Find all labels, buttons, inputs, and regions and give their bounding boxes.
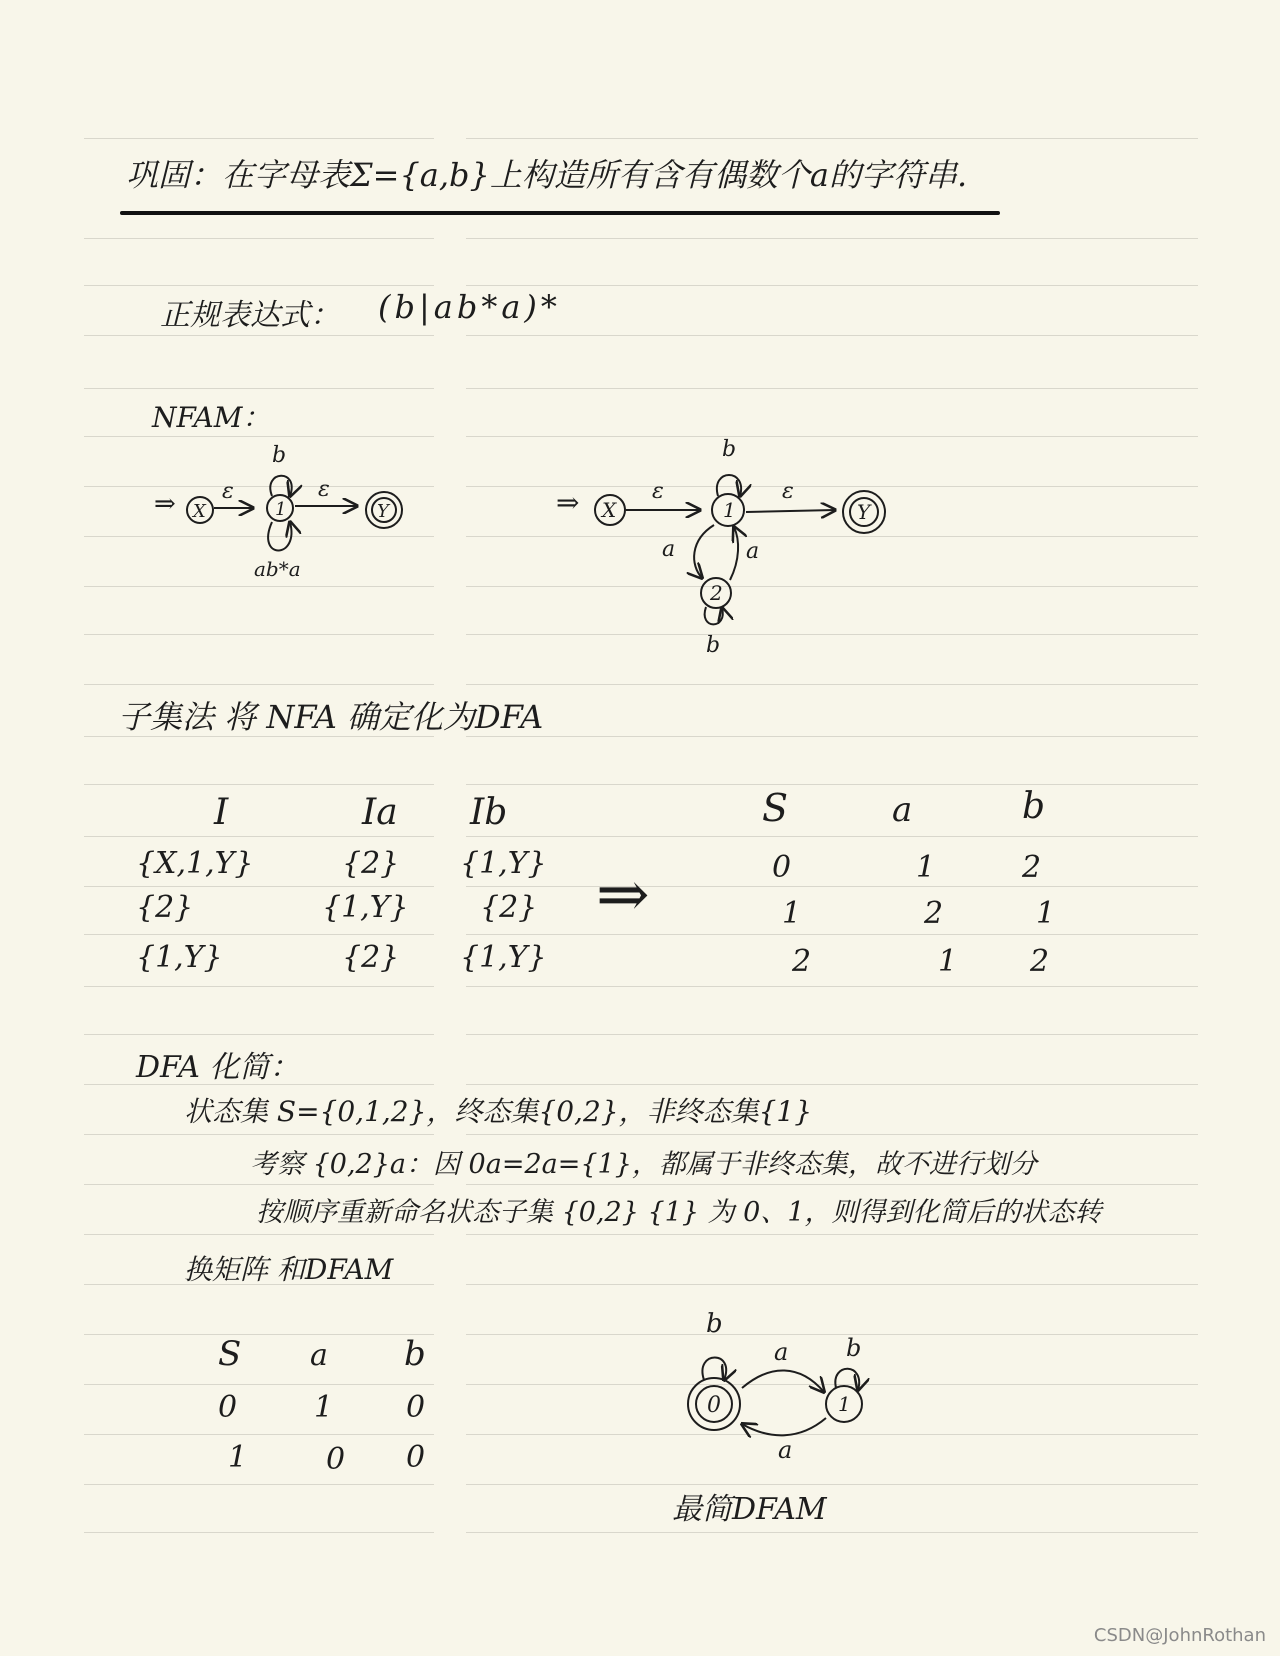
- min-cell: 0: [326, 1442, 346, 1477]
- min-cell: 0: [406, 1390, 426, 1425]
- min-edge-bottom-label: a: [778, 1436, 793, 1460]
- ruled-line: [466, 285, 1198, 286]
- minimize-line-4: 换矩阵 和DFAM: [184, 1253, 394, 1286]
- ruled-line: [84, 886, 434, 887]
- nfa-small-start-arrow: ⇒: [154, 489, 176, 519]
- nfa-small-top-loop: [270, 476, 291, 496]
- minimize-line-3: 按顺序重新命名状态子集 {0,2} {1} 为 0、1，则得到化简后的状态转: [256, 1197, 1102, 1228]
- dfa-cell: 2: [792, 944, 812, 979]
- ruled-line: [84, 684, 434, 685]
- nfa-big-state-2-label: 2: [710, 581, 723, 605]
- ruled-line: [84, 335, 434, 336]
- subset-cell: {1,Y}: [322, 890, 409, 925]
- min-state-0-label: 0: [707, 1393, 721, 1418]
- dfa-cell: 1: [782, 896, 802, 931]
- ruled-line: [466, 1234, 1198, 1235]
- nfa-big-diagram: [550, 430, 910, 660]
- subset-cell: {2}: [480, 890, 538, 925]
- nfa-small-state-y-label: Y: [377, 501, 389, 522]
- watermark: CSDN@JohnRothan: [1093, 1625, 1266, 1646]
- ruled-line: [84, 1234, 434, 1235]
- dfa-cell: 2: [1030, 944, 1050, 979]
- ruled-line: [466, 238, 1198, 239]
- ruled-line: [466, 684, 1198, 685]
- ruled-line: [466, 986, 1198, 987]
- ruled-line: [84, 784, 434, 785]
- subset-cell: {2}: [136, 890, 194, 925]
- min-loop-1-label: b: [846, 1334, 862, 1362]
- ruled-line: [466, 1532, 1198, 1533]
- min-header-a: a: [310, 1338, 328, 1373]
- ruled-line: [84, 285, 434, 286]
- ruled-line: [84, 388, 434, 389]
- ruled-line: [466, 836, 1198, 837]
- ruled-line: [84, 1184, 434, 1185]
- subset-heading: 子集法 将 NFA 确定化为DFA: [118, 698, 544, 736]
- ruled-line: [84, 1034, 434, 1035]
- ruled-line: [466, 1284, 1198, 1285]
- dfa-cell: 2: [1022, 850, 1042, 885]
- nfa-small-diagram: [150, 440, 420, 600]
- nfa-big-a-down-label: a: [662, 537, 676, 562]
- min-state-1-label: 1: [838, 1392, 851, 1416]
- min-edge-1-to-0: [742, 1418, 826, 1435]
- ruled-line: [84, 1384, 434, 1385]
- ruled-line: [84, 1532, 434, 1533]
- ruled-line: [466, 388, 1198, 389]
- nfa-small-bottom-loop: [268, 522, 291, 551]
- nfa-big-eps1-label: ε: [652, 479, 664, 504]
- subset-header-ia: Ia: [362, 792, 398, 833]
- ruled-line: [84, 1134, 434, 1135]
- ruled-line: [466, 335, 1198, 336]
- nfa-big-a-up-edge: [730, 527, 738, 580]
- implies-arrow: ⇒: [596, 858, 650, 932]
- ruled-line: [84, 1434, 434, 1435]
- dfa-cell: 1: [938, 944, 958, 979]
- ruled-line: [466, 736, 1198, 737]
- min-cell: 0: [218, 1390, 238, 1425]
- nfa-big-a-down-edge: [694, 525, 714, 578]
- ruled-line: [466, 934, 1198, 935]
- min-edge-0-to-1: [742, 1370, 824, 1392]
- dfa-cell: 2: [924, 896, 944, 931]
- nfa-small-eps2-label: ε: [318, 477, 330, 502]
- ruled-line: [84, 1484, 434, 1485]
- subset-cell: {2}: [342, 846, 400, 881]
- min-dfa-caption: 最简DFAM: [672, 1492, 827, 1527]
- ruled-line: [84, 986, 434, 987]
- nfa-small-state-1-label: 1: [275, 499, 287, 520]
- nfa-big-eps2-edge: [746, 510, 835, 512]
- dfa-header-b: b: [1022, 786, 1046, 827]
- subset-cell: {1,Y}: [460, 846, 547, 881]
- ruled-line: [466, 1084, 1198, 1085]
- min-loop-0: [702, 1358, 726, 1381]
- regex-label: 正规表达式：: [160, 298, 340, 333]
- dfa-cell: 1: [1036, 896, 1056, 931]
- regex-expression: (b|ab*a)*: [378, 288, 561, 326]
- minimize-heading: DFA 化简：: [136, 1050, 300, 1085]
- ruled-line: [466, 1184, 1198, 1185]
- ruled-line: [84, 138, 434, 139]
- nfa-big-top-loop-label: b: [722, 437, 737, 462]
- subset-cell: {2}: [342, 940, 400, 975]
- ruled-line: [466, 1034, 1198, 1035]
- title-underline: [120, 211, 1000, 215]
- min-header-b: b: [404, 1334, 426, 1374]
- nfa-big-state-1-label: 1: [723, 498, 736, 522]
- ruled-line: [466, 138, 1198, 139]
- nfa-big-state-x-label: X: [602, 498, 617, 522]
- subset-header-ib: Ib: [470, 792, 508, 833]
- nfa-small-top-loop-label: b: [272, 443, 287, 468]
- min-edge-top-label: a: [774, 1338, 789, 1366]
- min-cell: 0: [406, 1440, 426, 1475]
- min-cell: 1: [228, 1440, 248, 1475]
- nfa-small-state-x-label: X: [193, 501, 206, 522]
- subset-cell: {X,1,Y}: [136, 846, 254, 881]
- ruled-line: [84, 634, 434, 635]
- nfa-big-top-loop: [717, 475, 741, 496]
- nfa-big-start-arrow: ⇒: [556, 486, 580, 519]
- dfa-cell: 0: [772, 850, 792, 885]
- ruled-line: [466, 784, 1198, 785]
- subset-cell: {1,Y}: [136, 940, 223, 975]
- ruled-line: [466, 886, 1198, 887]
- nfa-big-bottom-loop-label: b: [706, 633, 721, 658]
- nfa-small-bottom-loop-label: ab*a: [254, 557, 301, 581]
- min-loop-0-label: b: [706, 1309, 723, 1339]
- min-header-s: S: [218, 1334, 242, 1374]
- min-dfa-diagram: [670, 1300, 910, 1460]
- subset-header-i: I: [214, 792, 229, 833]
- ruled-line: [84, 836, 434, 837]
- nfa-big-state-y-label: Y: [857, 500, 871, 524]
- minimize-line-2: 考察 {0,2}a：因 0a=2a={1}，都属于非终态集，故不进行划分: [250, 1149, 1037, 1180]
- dfa-header-s: S: [762, 786, 789, 830]
- nfa-big-bottom-loop: [705, 607, 723, 624]
- ruled-line: [84, 238, 434, 239]
- nfa-big-a-up-label: a: [746, 539, 760, 564]
- nfam-label: NFAM：: [152, 401, 271, 434]
- ruled-line: [466, 1484, 1198, 1485]
- page-title: 巩固：在字母表Σ={a,b}上构造所有含有偶数个a的字符串.: [126, 156, 968, 194]
- ruled-line: [84, 934, 434, 935]
- ruled-line: [466, 1134, 1198, 1135]
- dfa-header-a: a: [892, 790, 913, 830]
- subset-cell: {1,Y}: [460, 940, 547, 975]
- minimize-line-1: 状态集 S={0,1,2}，终态集{0,2}，非终态集{1}: [184, 1095, 813, 1128]
- nfa-small-eps1-label: ε: [222, 479, 234, 504]
- dfa-cell: 1: [916, 850, 936, 885]
- ruled-line: [84, 1334, 434, 1335]
- min-cell: 1: [314, 1390, 334, 1425]
- nfa-big-eps2-label: ε: [782, 479, 794, 504]
- ruled-line: [84, 436, 434, 437]
